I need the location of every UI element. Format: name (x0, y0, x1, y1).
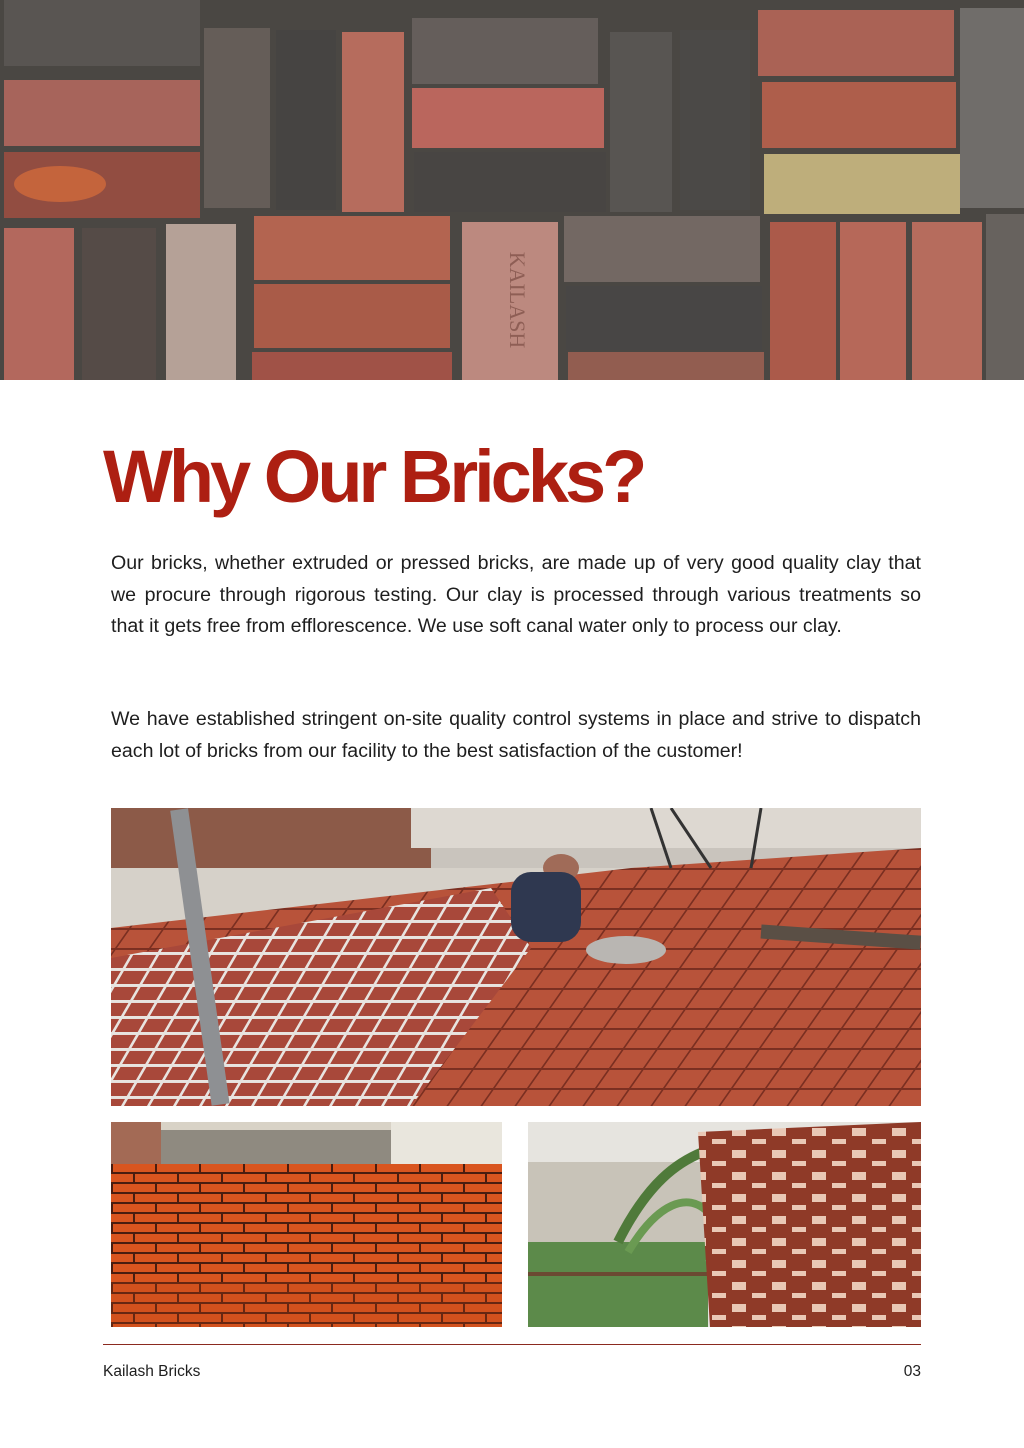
brick-assortment-photo (0, 0, 1024, 380)
brick-stamp-text: KAILASH (505, 251, 530, 349)
page-title: Why Our Bricks? (103, 435, 644, 518)
perforated-brick-facade-photo (528, 1122, 921, 1327)
footer-brand: Kailash Bricks (103, 1363, 201, 1380)
page-number: 03 (903, 1363, 921, 1380)
terrace-tile-laying-photo (111, 808, 921, 1106)
intro-paragraph: Our bricks, whether extruded or pressed bricks, are made up of very good quality clay that we procure through rigorous testing. Our clay is processed through various treatments so that it gets free from efflorescence. We use soft canal water only to process our clay. (111, 552, 921, 637)
red-brick-wall-photo (111, 1122, 502, 1327)
quality-paragraph: We have established stringent on-site quality control systems in place and strive to dispatch each lot of bricks from our facility to the best satisfaction of the customer! (111, 708, 921, 762)
footer-divider (103, 1344, 921, 1345)
